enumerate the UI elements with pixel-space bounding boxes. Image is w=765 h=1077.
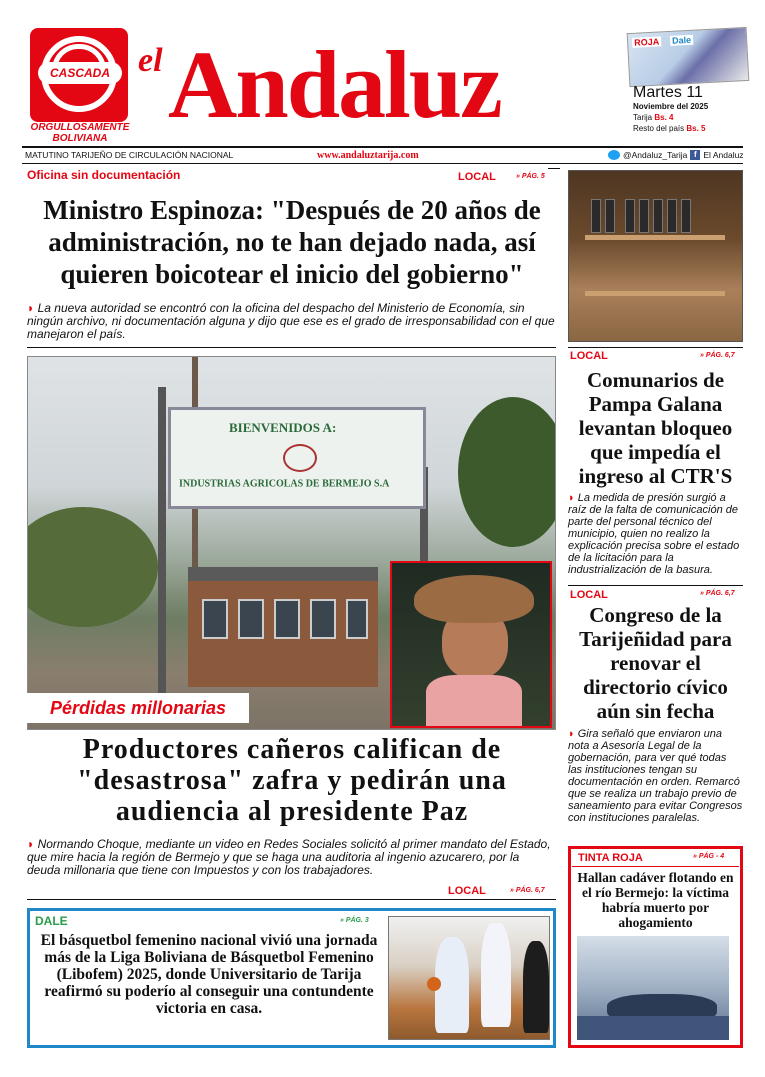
farmer-portrait [390,561,552,728]
lead-headline[interactable]: Ministro Espinoza: "Después de 20 años de administración, no te han dejado nada, así quieren boicotear el inicio del gobierno" [43,195,541,289]
sign-logo-icon [283,444,317,472]
social-links [608,150,744,160]
right2-page-ref[interactable]: » PÁG. 6,7 [700,590,735,597]
right1-page-ref[interactable]: » PÁG. 6,7 [700,352,735,359]
right2-summary: ◗ Gira señaló que enviaron una nota a Asesoría Legal de la gobernación, para ver qué todas las instituciones tengan su documentación en orden. Remarcó que se realiza un trabajo previo de saneamiento para evitar Congresos con instituciones paralelas. [568,728,743,824]
guard-booth [188,567,378,687]
welcome-sign [168,407,426,509]
second-section: LOCAL [448,885,486,897]
second-summary: ◗ Normando Choque, mediante un video en Redes Sociales solicitó al primer mandato del Estado, que mire hacia la región de Bermejo y que se haga una auditoria al ingenio azucarero, por la deuda millonaria que tiene con Impuestos y con los trabajadores. [27,837,551,877]
issue-date: Noviembre del 2025 [633,102,709,111]
price-rest: Resto del país Bs. 5 [633,124,706,133]
lead-section: LOCAL [458,171,496,183]
bullet-icon: ◗ [568,492,578,504]
twitter-icon[interactable] [608,150,620,160]
cascada-logo-text: CASCADA [38,62,122,84]
facebook-icon[interactable]: f [690,150,700,160]
lead-summary: ◗ La nueva autoridad se encontró con la oficina del despacho del Ministerio de Economía, sin ningún archivo, ni documentación alguna y dijo que ese es el grado de irresponsabilidad con el que manejaron el país. [27,301,555,341]
tinta-headline[interactable]: Hallan cadáver flotando en el río Bermejo: la víctima habría muerto por ahogamiento [577,870,734,930]
website-link[interactable]: www.andaluztarija.com [317,150,419,161]
tinta-page-ref[interactable]: » PÁG - 4 [693,853,725,860]
tinta-rule [572,866,739,867]
dale-page-ref[interactable]: » PÁG. 3 [340,917,369,924]
bullet-icon: ◗ [27,837,38,851]
office-photo [568,170,743,342]
basketball-icon [427,977,441,991]
photo-badge: Pérdidas millonarias [27,693,249,723]
tagline-line-1: ORGULLOSAMENTE [30,122,130,133]
tagline-line-2: BOLIVIANA [52,133,108,144]
right1-section: LOCAL [570,350,608,362]
basketball-photo [388,916,550,1040]
water [577,1016,729,1040]
second-headline[interactable]: Productores cañeros califican de "desastrosa" zafra y pedirán una audiencia al presidente Paz [77,734,507,827]
sign-post-left [158,387,166,697]
tinta-section: TINTA ROJA [578,852,643,864]
lead-bottom-rule [27,347,556,348]
right2-section: LOCAL [570,589,608,601]
lead-page-ref[interactable]: » PÁG. 5 [516,173,545,180]
masthead-title: Andaluz [168,31,501,138]
masthead-subtitle: MATUTINO TARIJEÑO DE CIRCULACIÓN NACIONAL [25,150,234,160]
sign-line-1: BIENVENIDOS A: [229,420,337,435]
dale-section: DALE [35,914,68,928]
river-photo [577,936,729,1040]
bullet-icon: ◗ [568,728,578,740]
issue-day: Martes 11 [633,84,703,101]
player-3 [523,941,549,1033]
strip-rule [22,163,743,164]
twitter-handle[interactable]: @Andaluz_Tarija [623,150,688,160]
masthead-rule [22,146,743,148]
lead-divider [548,168,560,178]
price-tarija: Tarija Bs. 4 [633,113,674,122]
player-2 [481,923,511,1027]
tree-left [27,507,158,627]
second-bottom-rule [27,899,556,900]
portrait-hat [414,575,534,623]
lead-kicker: Oficina sin documentación [27,168,181,182]
right2-headline[interactable]: Congreso de la Tarijeñidad para renovar el directorio cívico aún sin fecha [579,603,732,723]
portrait-scarf [426,675,522,728]
right1-summary: ◗ La medida de presión surgió a raíz de la falta de comunicación de parte del personal técnico del municipio, quien no realizo la explicación precisa sobre el estado de la licitación para la industrialización de la basura. [568,492,740,576]
second-page-ref[interactable]: » PÁG. 6,7 [510,887,545,894]
thumb-dale-label: Dale [671,34,692,46]
tagline [22,122,138,144]
masthead-prefix: el [138,42,163,79]
right-rule-2 [568,585,743,586]
facebook-handle[interactable]: El Andaluz [703,150,744,160]
bullet-icon: ◗ [27,301,38,315]
thumb-roja-label: ROJA [633,36,660,48]
tree-right [458,397,556,547]
sign-line-2: INDUSTRIAS AGRICOLAS DE BERMEJO S.A [179,477,390,490]
dale-text[interactable]: El básquetbol femenino nacional vivió una jornada más de la Liga Boliviana de Básquetbol Femenino (Libofem) 2025, donde Universitario de Tarija reafirmó su poderío al conseguir una contundente victoria en casa. [40,932,378,1017]
right1-headline[interactable]: Comunarios de Pampa Galana levantan bloqueo que impedía el ingreso al CTR'S [578,368,733,488]
right-rule-1 [568,347,743,348]
supplement-thumbnail[interactable] [627,27,750,87]
